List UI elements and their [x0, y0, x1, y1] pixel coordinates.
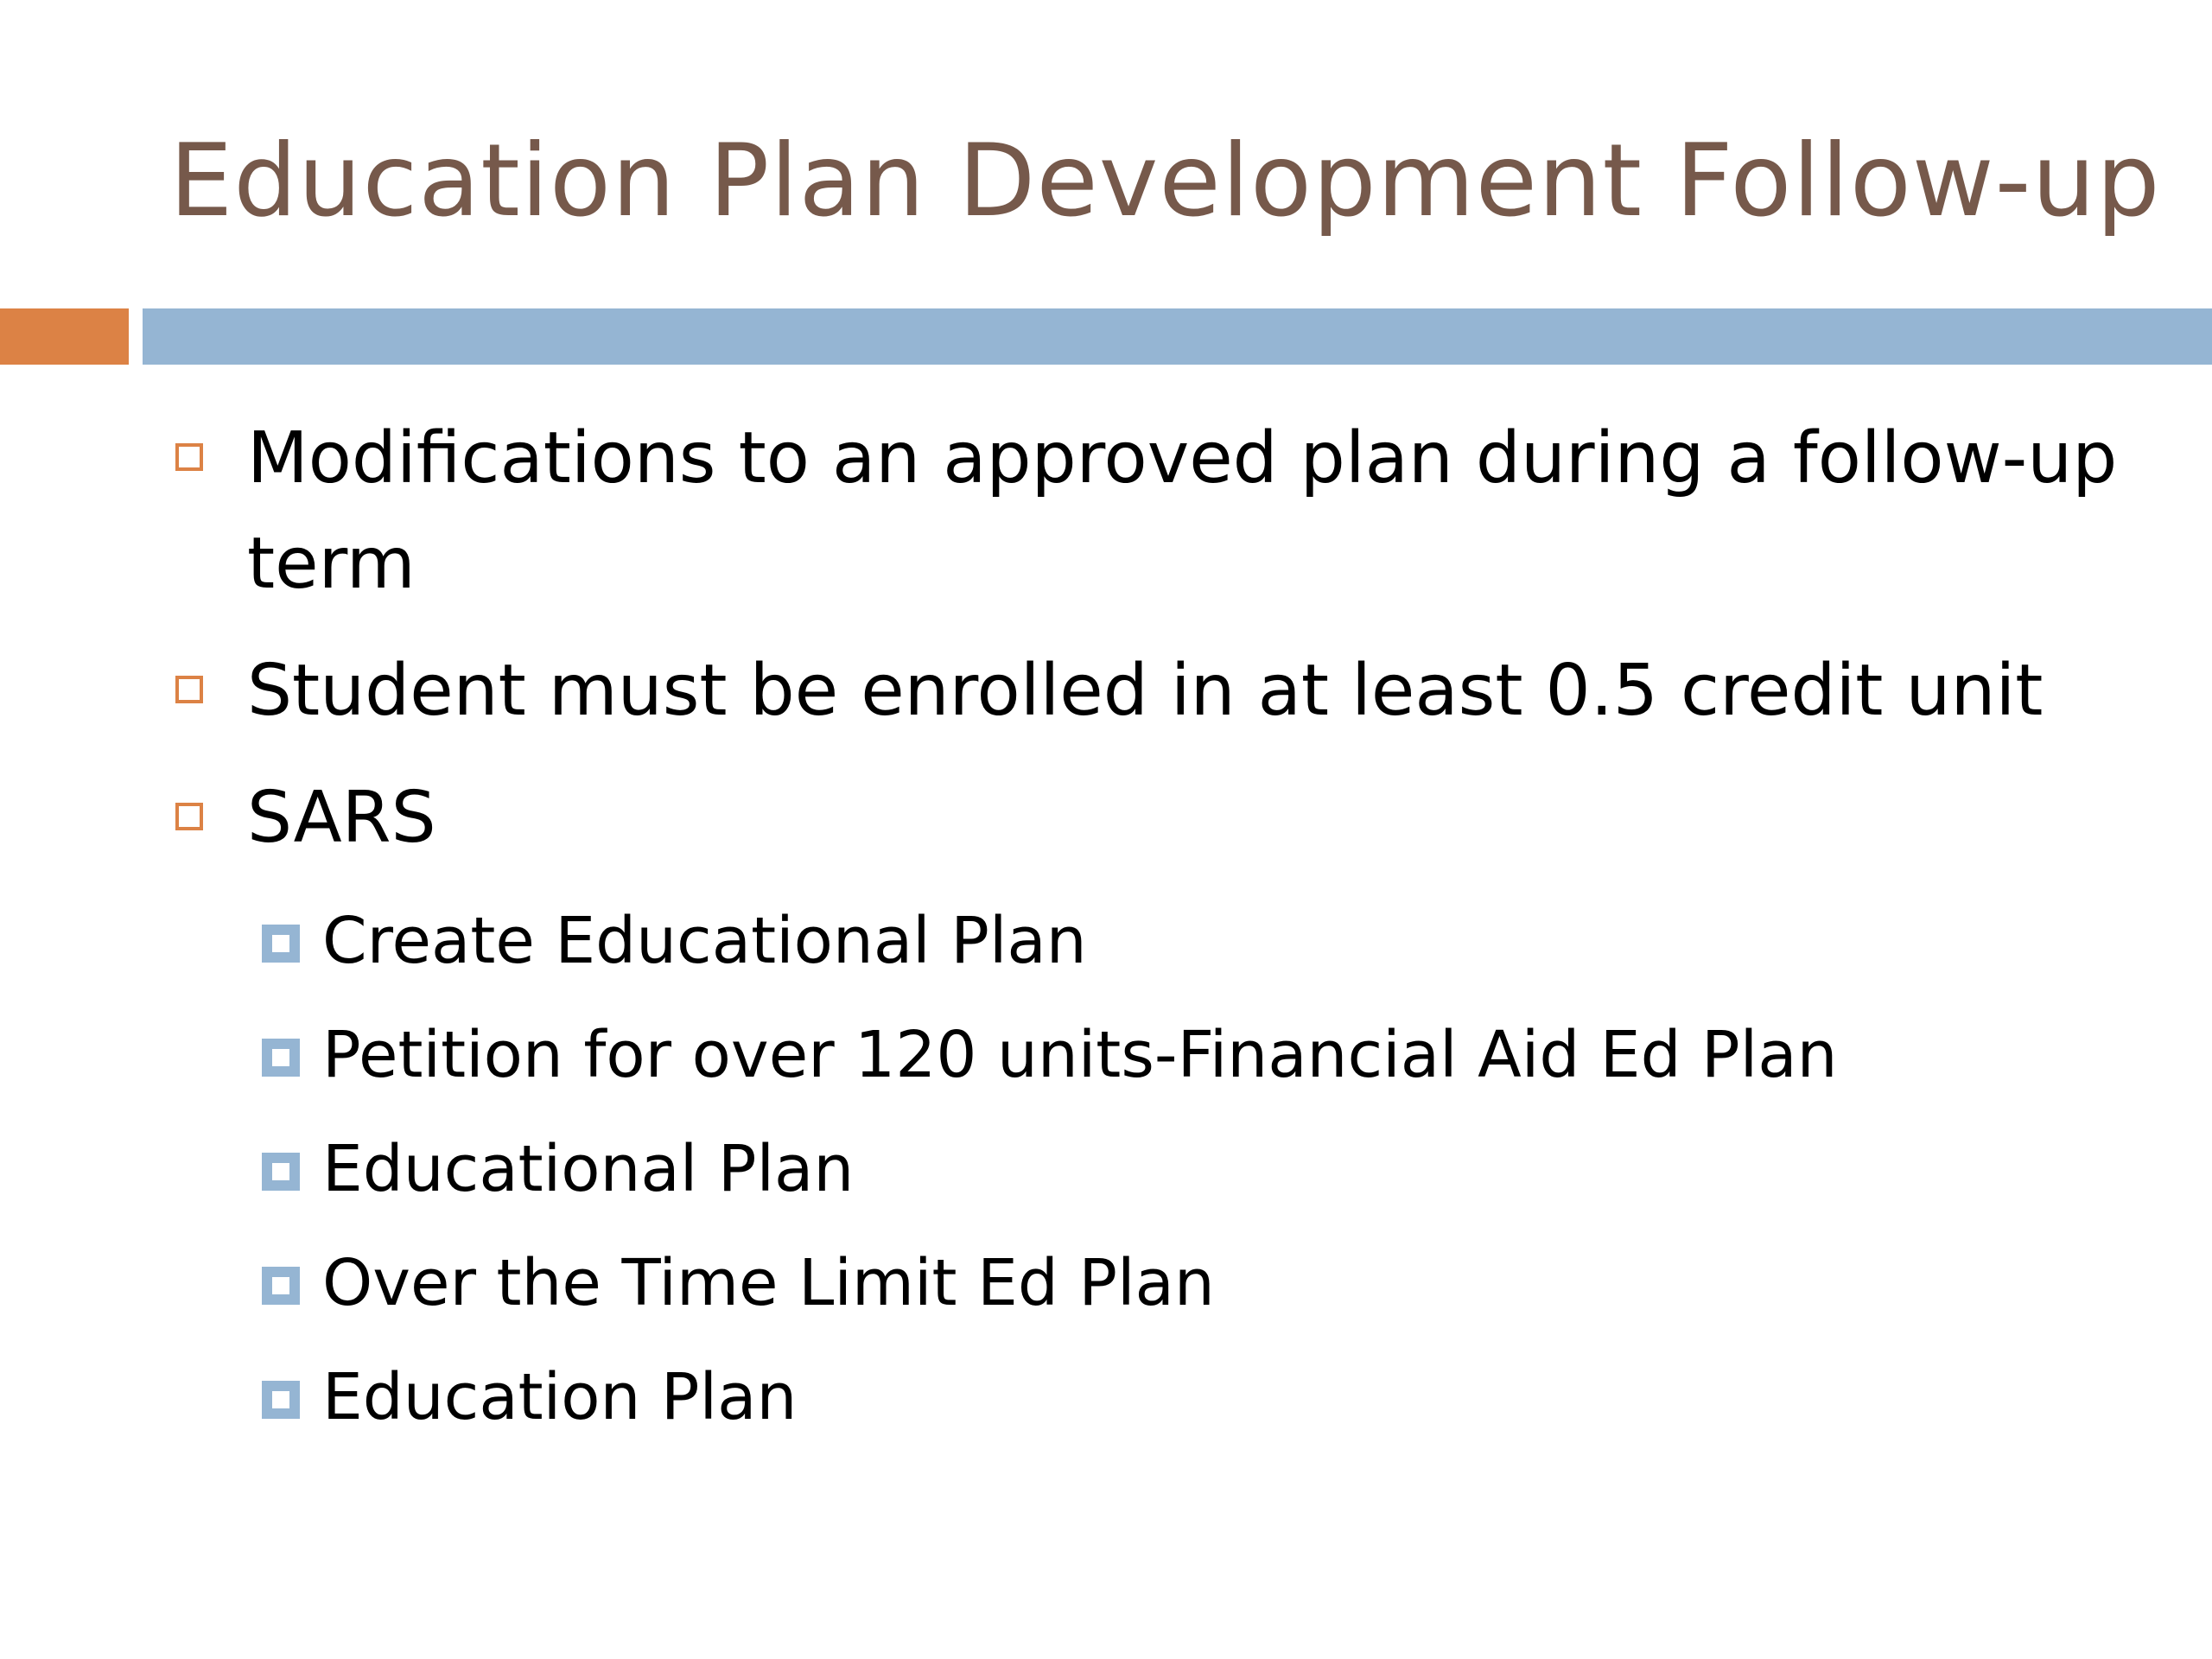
sub-bullet-text: Education Plan: [322, 1360, 798, 1434]
sub-bullet-item: [262, 998, 2157, 1112]
slide-title: Education Plan Development Follow-up: [169, 123, 2161, 239]
sub-bullet-text: Over the Time Limit Ed Plan: [322, 1246, 1215, 1320]
bullet-item: [169, 639, 2157, 744]
square-bullet-icon: [175, 676, 203, 703]
filled-square-bullet-icon: [262, 1039, 300, 1077]
accent-bar-blue: [143, 308, 2212, 365]
bullet-item: [169, 766, 2157, 871]
sub-bullet-text: Petition for over 120 units-Financial Aid Ed Plan: [322, 1018, 1838, 1092]
bullet-item: [169, 406, 2191, 617]
accent-bar-orange: [0, 308, 129, 365]
filled-square-bullet-icon: [262, 1381, 300, 1419]
sub-bullet-list: [169, 884, 2157, 1454]
sub-bullet-item: [262, 884, 2157, 998]
bullet-text: SARS: [247, 777, 436, 859]
sub-bullet-item: [262, 1112, 2157, 1226]
bullet-text: Modifications to an approved plan during a follow-up term: [247, 417, 2118, 605]
bullet-text: Student must be enrolled in at least 0.5 credit unit: [247, 650, 2044, 732]
filled-square-bullet-icon: [262, 925, 300, 963]
filled-square-bullet-icon: [262, 1267, 300, 1305]
sub-bullet-item: [262, 1226, 2157, 1340]
slide-body: [169, 406, 2157, 1454]
sub-bullet-item: [262, 1340, 2157, 1454]
sub-bullet-text: Create Educational Plan: [322, 904, 1087, 978]
square-bullet-icon: [175, 443, 203, 471]
sub-bullet-text: Educational Plan: [322, 1132, 855, 1206]
square-bullet-icon: [175, 803, 203, 830]
filled-square-bullet-icon: [262, 1153, 300, 1191]
